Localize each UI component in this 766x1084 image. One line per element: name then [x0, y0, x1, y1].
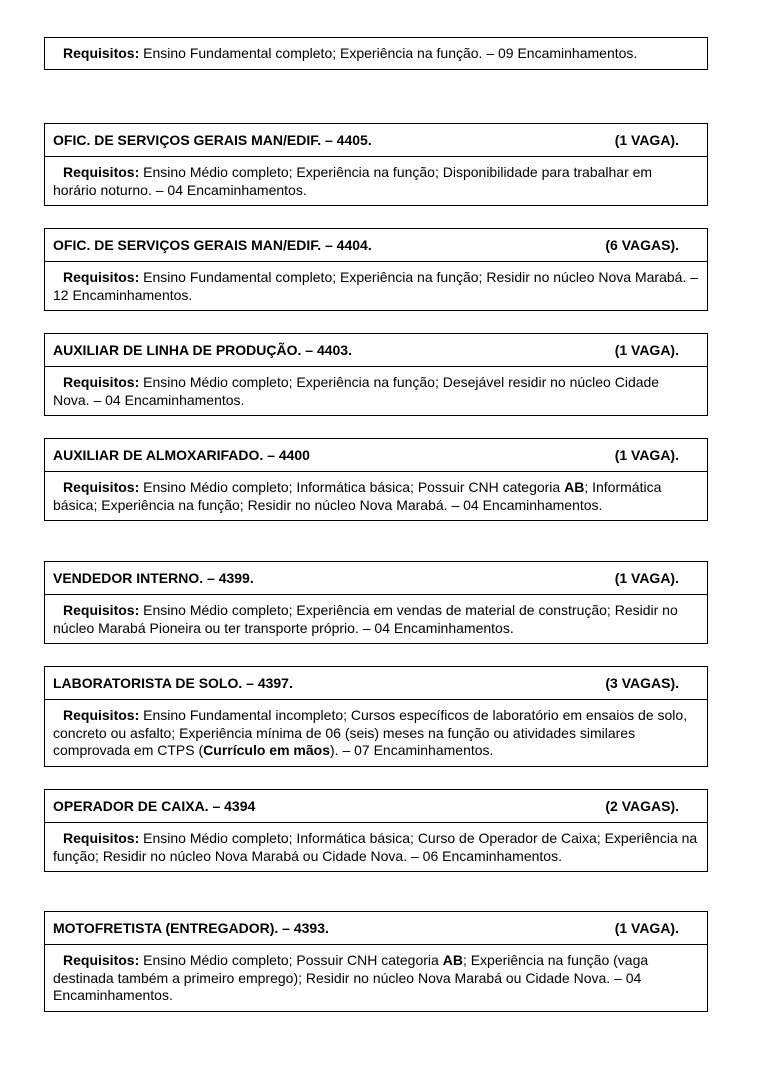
job-card	[44, 789, 708, 872]
requirements-emphasis: Currículo em mãos	[203, 742, 330, 758]
job-card	[44, 438, 708, 521]
job-header	[45, 229, 707, 262]
requirements-label: Requisitos:	[63, 830, 140, 846]
job-vacancies: (6 VAGAS).	[605, 237, 679, 253]
job-header	[45, 334, 707, 367]
job-header	[45, 124, 707, 157]
job-vacancies: (1 VAGA).	[614, 132, 679, 148]
job-header	[45, 912, 707, 945]
job-card	[44, 561, 708, 644]
job-vacancies: (2 VAGAS).	[605, 798, 679, 814]
requirements-text: ). – 07 Encaminhamentos.	[330, 742, 494, 758]
job-card	[44, 666, 708, 767]
job-vacancies: (3 VAGAS).	[605, 675, 679, 691]
requirements-text: Ensino Médio completo; Informática básica; Possuir CNH categoria	[139, 479, 565, 495]
job-requirements	[45, 38, 707, 69]
job-header	[45, 790, 707, 823]
job-requirements	[45, 823, 707, 871]
requirements-label: Requisitos:	[63, 269, 140, 285]
job-card	[44, 37, 708, 70]
job-title: OPERADOR DE CAIXA. – 4394	[53, 798, 256, 814]
job-header	[45, 667, 707, 700]
job-vacancies: (1 VAGA).	[614, 570, 679, 586]
job-vacancies: (1 VAGA).	[614, 920, 679, 936]
job-title: OFIC. DE SERVIÇOS GERAIS MAN/EDIF. – 4404.	[53, 237, 372, 253]
requirements-label: Requisitos:	[63, 602, 140, 618]
requirements-label: Requisitos:	[63, 164, 140, 180]
requirements-label: Requisitos:	[63, 45, 140, 61]
job-card	[44, 911, 708, 1012]
job-vacancies: (1 VAGA).	[614, 447, 679, 463]
requirements-text: Ensino Médio completo; Informática básica; Curso de Operador de Caixa; Experiência na função; Residir no núcleo Nova Marabá ou Cidade Nova. – 06 Encaminhamentos.	[53, 830, 698, 864]
job-title: VENDEDOR INTERNO. – 4399.	[53, 570, 254, 586]
job-vacancies: (1 VAGA).	[614, 342, 679, 358]
job-title: AUXILIAR DE ALMOXARIFADO. – 4400	[53, 447, 310, 463]
requirements-text: ; Experiência na função (vaga destinada também a primeiro emprego); Residir no núcleo Nova Marabá ou Cidade Nova. – 04 Encaminhamentos.	[53, 952, 649, 1003]
job-card	[44, 333, 708, 416]
job-title: OFIC. DE SERVIÇOS GERAIS MAN/EDIF. – 4405.	[53, 132, 372, 148]
job-card	[44, 228, 708, 311]
job-title: MOTOFRETISTA (ENTREGADOR). – 4393.	[53, 920, 329, 936]
job-requirements	[45, 595, 707, 643]
requirements-emphasis: AB	[442, 952, 463, 968]
requirements-text: Ensino Médio completo; Experiência na função; Desejável residir no núcleo Cidade Nova. – 04 Encaminhamentos.	[53, 374, 660, 408]
requirements-text: Ensino Fundamental incompleto; Cursos específicos de laboratório em ensaios de solo, concreto ou asfalto; Experiência mínima de 06 (seis) meses na função ou atividades similares comprovada em CTPS (	[53, 707, 688, 758]
job-requirements	[45, 367, 707, 415]
requirements-text: Ensino Médio completo; Experiência na função; Disponibilidade para trabalhar em horário noturno. – 04 Encaminhamentos.	[53, 164, 653, 198]
job-title: AUXILIAR DE LINHA DE PRODUÇÃO. – 4403.	[53, 342, 352, 358]
job-requirements	[45, 262, 707, 310]
requirements-text: Ensino Fundamental completo; Experiência na função; Residir no núcleo Nova Marabá. – 12 Encaminhamentos.	[53, 269, 698, 303]
job-requirements	[45, 945, 707, 1011]
requirements-label: Requisitos:	[63, 952, 140, 968]
job-requirements	[45, 472, 707, 520]
requirements-label: Requisitos:	[63, 374, 140, 390]
job-card	[44, 123, 708, 206]
requirements-label: Requisitos:	[63, 707, 140, 723]
requirements-emphasis: AB	[564, 479, 585, 495]
job-title: LABORATORISTA DE SOLO. – 4397.	[53, 675, 293, 691]
requirements-text: Ensino Médio completo; Possuir CNH categoria	[139, 952, 443, 968]
requirements-text: Ensino Fundamental completo; Experiência na função. – 09 Encaminhamentos.	[139, 45, 638, 61]
requirements-text: ; Informática básica; Experiência na função; Residir no núcleo Nova Marabá. – 04 Encaminhamentos.	[53, 479, 662, 513]
job-header	[45, 439, 707, 472]
requirements-label: Requisitos:	[63, 479, 140, 495]
job-header	[45, 562, 707, 595]
requirements-text: Ensino Médio completo; Experiência em vendas de material de construção; Residir no núcleo Marabá Pioneira ou ter transporte próprio. – 04 Encaminhamentos.	[53, 602, 678, 636]
job-requirements	[45, 157, 707, 205]
job-requirements	[45, 700, 707, 766]
